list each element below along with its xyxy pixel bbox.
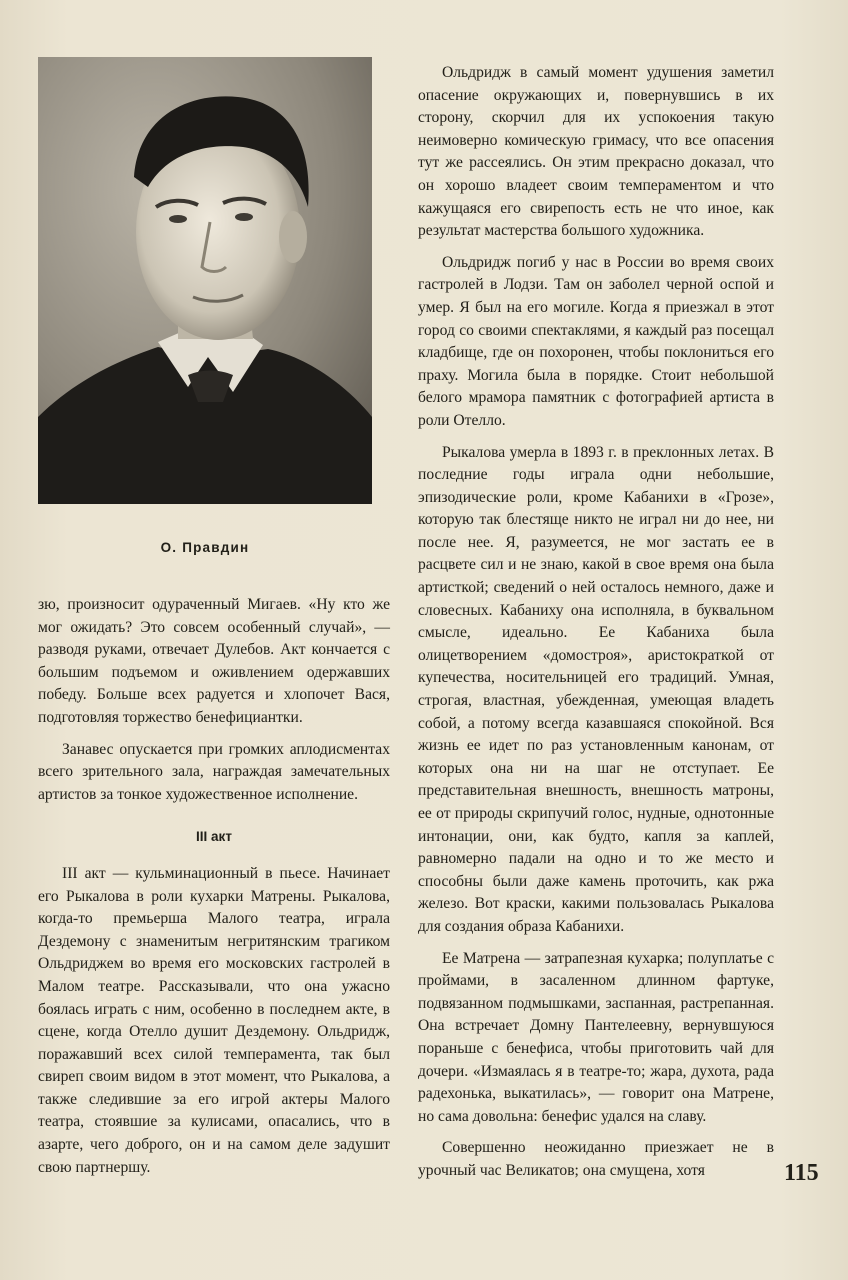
paragraph: Ольдридж погиб у нас в России во время своих гастролей в Лодзи. Там он заболел черной оспой и умер. Я был на его могиле. Когда я приезжал в этот город со своими спектаклями, я каждый раз посещал кладбище, где он похоронен, чтобы поклониться его праху. Могила была в порядке. Стоит небольшой белого мрамора памятник с фотографией артиста в роли Отелло.	[418, 253, 774, 429]
paragraph: III акт — кульминационный в пьесе. Начинает его Рыкалова в роли кухарки Матрены. Рыкалова, когда-то премьерша Малого театра, играла Дездемону с знаменитым негритянским трагиком Ольдриджем во время его московских гастролей в Малом театре. Рассказывали, что она ужасно боялась играть с ним, особенно в последнем акте, в сцене, когда Отелло душит Дездемону. Ольдридж, поражавший всех силой темперамента, так был свиреп своим видом в этот момент, что Рыкалова, а также следившие за его игрой актеры Малого театра, стоявшие за кулисами, опасались, что в азарте, чего доброго, он и на самом деле задушит свою партнершу.	[38, 864, 390, 1176]
paragraph: Совершенно неожиданно приезжает не в урочный час Великатов; она смущена, хотя	[418, 1139, 774, 1179]
paragraph: Ольдридж в самый момент удушения заметил опасение окружающих и, повернувшись в их сторону, скорчил для их успокоения такую неимоверно комическую гримасу, что все опасения тут же рассеялись. Он этим прекрасно доказал, что он хорошо владеет своим темпераментом и что кажущаяся его свирепость есть не что иное, как результат мастерства большого художника.	[418, 64, 774, 240]
paragraph: Рыкалова умерла в 1893 г. в преклонных летах. В последние годы играла одни небольшие, эпизодические роли, кроме Кабанихи в «Грозе», которую так блестяще никто не играл ни до нее, ни после нее. Я, разумеется, не мог застать ее в расцвете сил и не знаю, какой в свое время она была артисткой; сведений о ней осталось немного, даже и словесных. Кабаниху она исполняла, в буквальном смысле, идеально. Ее Кабаниха была олицетворением «домостроя», аристократкой от купечества, носительницей его традиций. Умная, строгая, властная, убежденная, умеющая владеть собой, а потому всегда казавшаяся спокойной. Вся жизнь ее идет по раз установленным канонам, от которых она ни на шаг не отступает. Ее представительная внешность, внешность матроны, ее от природы скрипучий голос, нудные, однотонные интонации, они, как будто, капля за каплей, равномерно падали на одно и то же место и способны были даже камень проточить, как ржа железо. Вот краски, какими пользовалась Рыкалова для создания образа Кабанихи.	[418, 443, 774, 935]
portrait-photo-icon	[38, 57, 372, 504]
portrait-photo	[38, 57, 372, 504]
left-column	[38, 594, 390, 1179]
photo-caption: О. Правдин	[160, 540, 250, 555]
paragraph: Занавес опускается при громких аплодисментах всего зрительного зала, награждая замечательных артистов за тонкое художественное исполнение.	[38, 740, 390, 803]
paragraph: зю, произносит одураченный Мигаев. «Ну кто же мог ожидать? Это совсем особенный случай», — разводя руками, отвечает Дулебов. Акт кончается с большим подъемом и оживлением одержавших победу. Больше всех радуется и хлопочет Вася, подготовляя торжество бенефициантки.	[38, 596, 390, 726]
section-heading: III акт	[196, 829, 232, 845]
page-number: 115	[784, 1160, 819, 1186]
paragraph: Ее Матрена — затрапезная кухарка; полуплатье с проймами, в засаленном длинном фартуке, подвязанном подмышками, заспанная, растрепанная. Она встречает Домну Пантелеевну, вернувшуюся пораньше с бенефиса, чтобы приготовить чай для дочери. «Измаялась я в театре-то; жара, духота, рада радехонька, выкатилась», — говорит она Матрене, но сама довольна: бенефис удался на славу.	[418, 949, 774, 1125]
right-column	[418, 62, 774, 1183]
